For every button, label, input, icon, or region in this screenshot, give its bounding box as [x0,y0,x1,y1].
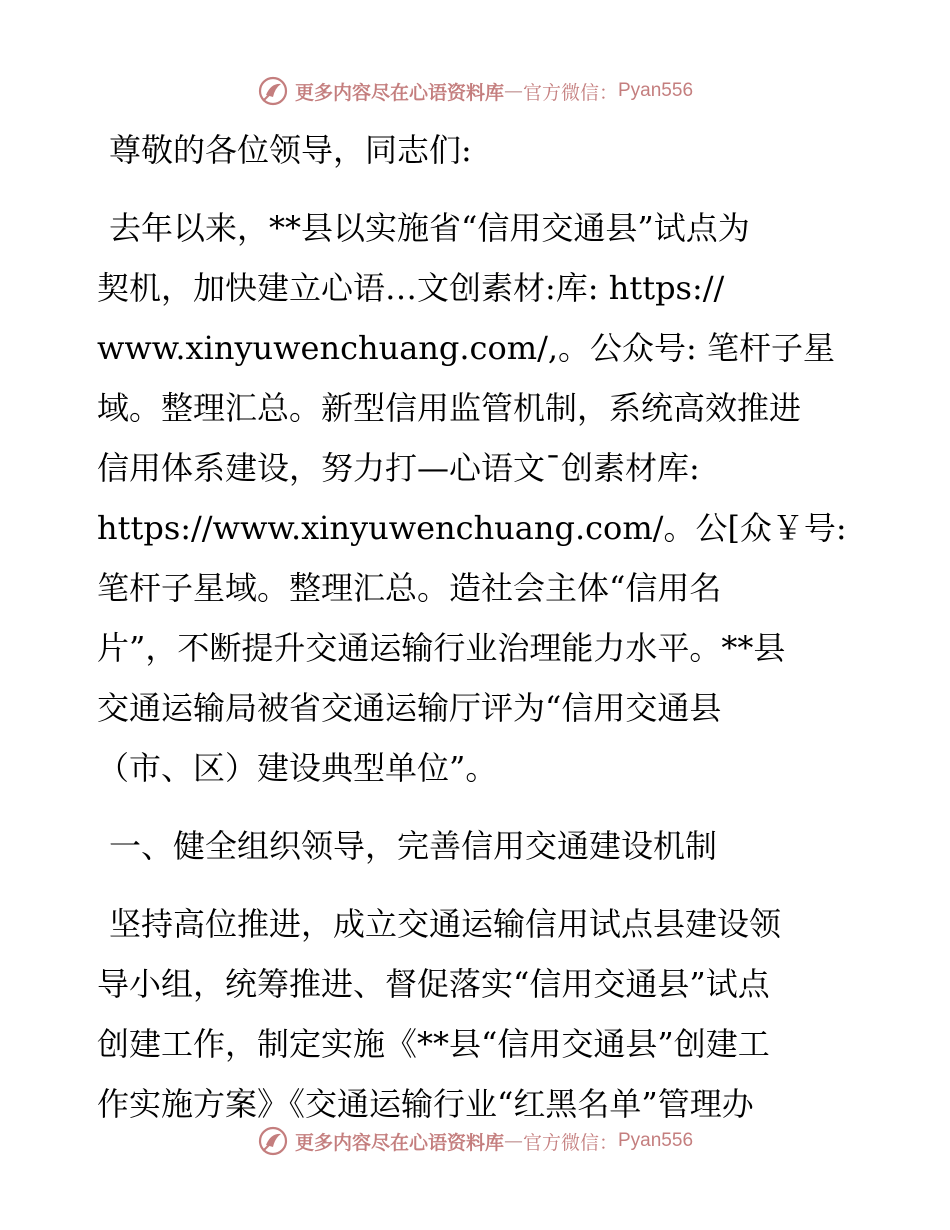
text-line: https://www.xinyuwenchuang.com/。公[众￥号: [97,509,847,547]
watermark-title: 更多内容尽在心语资料库 [294,81,504,104]
text-line: www.xinyuwenchuang.com/,。公众号: 笔杆子星 [97,329,835,367]
paragraph-gap [97,180,852,198]
document-body [97,120,852,1134]
text-line: 创建工作，制定实施《**县“信用交通县”创建工 [97,1025,770,1063]
watermark-official: 官方微信： [522,81,618,104]
paragraph-gap [97,876,852,894]
text-line: 契机，加快建立心语…文创素材:库: https:// [97,269,725,307]
watermark-official: 官方微信： [522,1131,618,1154]
brand-logo-icon [257,1125,289,1157]
brand-logo-icon [257,75,289,107]
text-line: 去年以来，**县以实施省“信用交通县”试点为 [109,209,750,247]
watermark-separator: — [503,1130,523,1152]
text-line: 作实施方案》《交通运输行业“红黑名单”管理办 [97,1085,754,1123]
text-line: （市、区）建设典型单位”。 [97,749,498,787]
paragraph-gap [97,798,852,816]
greeting: 尊敬的各位领导，同志们: [109,131,472,169]
section-heading: 一、健全组织领导，完善信用交通建设机制 [109,827,718,865]
footer-watermark [0,1121,950,1161]
text-line: 坚持高位推进，成立交通运输信用试点县建设领 [109,905,782,943]
watermark-wechat-id: Pyan556 [618,1130,694,1151]
text-line: 域。整理汇总。新型信用监管机制，系统高效推进 [97,389,802,427]
text-line: 信用体系建设，努力打—心语文¯创素材库: [97,449,700,487]
watermark-title: 更多内容尽在心语资料库 [294,1131,504,1154]
paragraph-intro [97,198,852,798]
header-watermark [0,71,950,111]
text-line: 交通运输局被省交通运输厅评为“信用交通县 [97,689,722,727]
watermark-wechat-id: Pyan556 [618,80,694,101]
text-line: 笔杆子星域。整理汇总。造社会主体“信用名 [97,569,722,607]
watermark-separator: — [503,80,523,102]
paragraph-section1 [97,894,852,1134]
text-line: 片”，不断提升交通运输行业治理能力水平。**县 [97,629,786,667]
text-line: 导小组，统筹推进、督促落实“信用交通县”试点 [97,965,770,1003]
